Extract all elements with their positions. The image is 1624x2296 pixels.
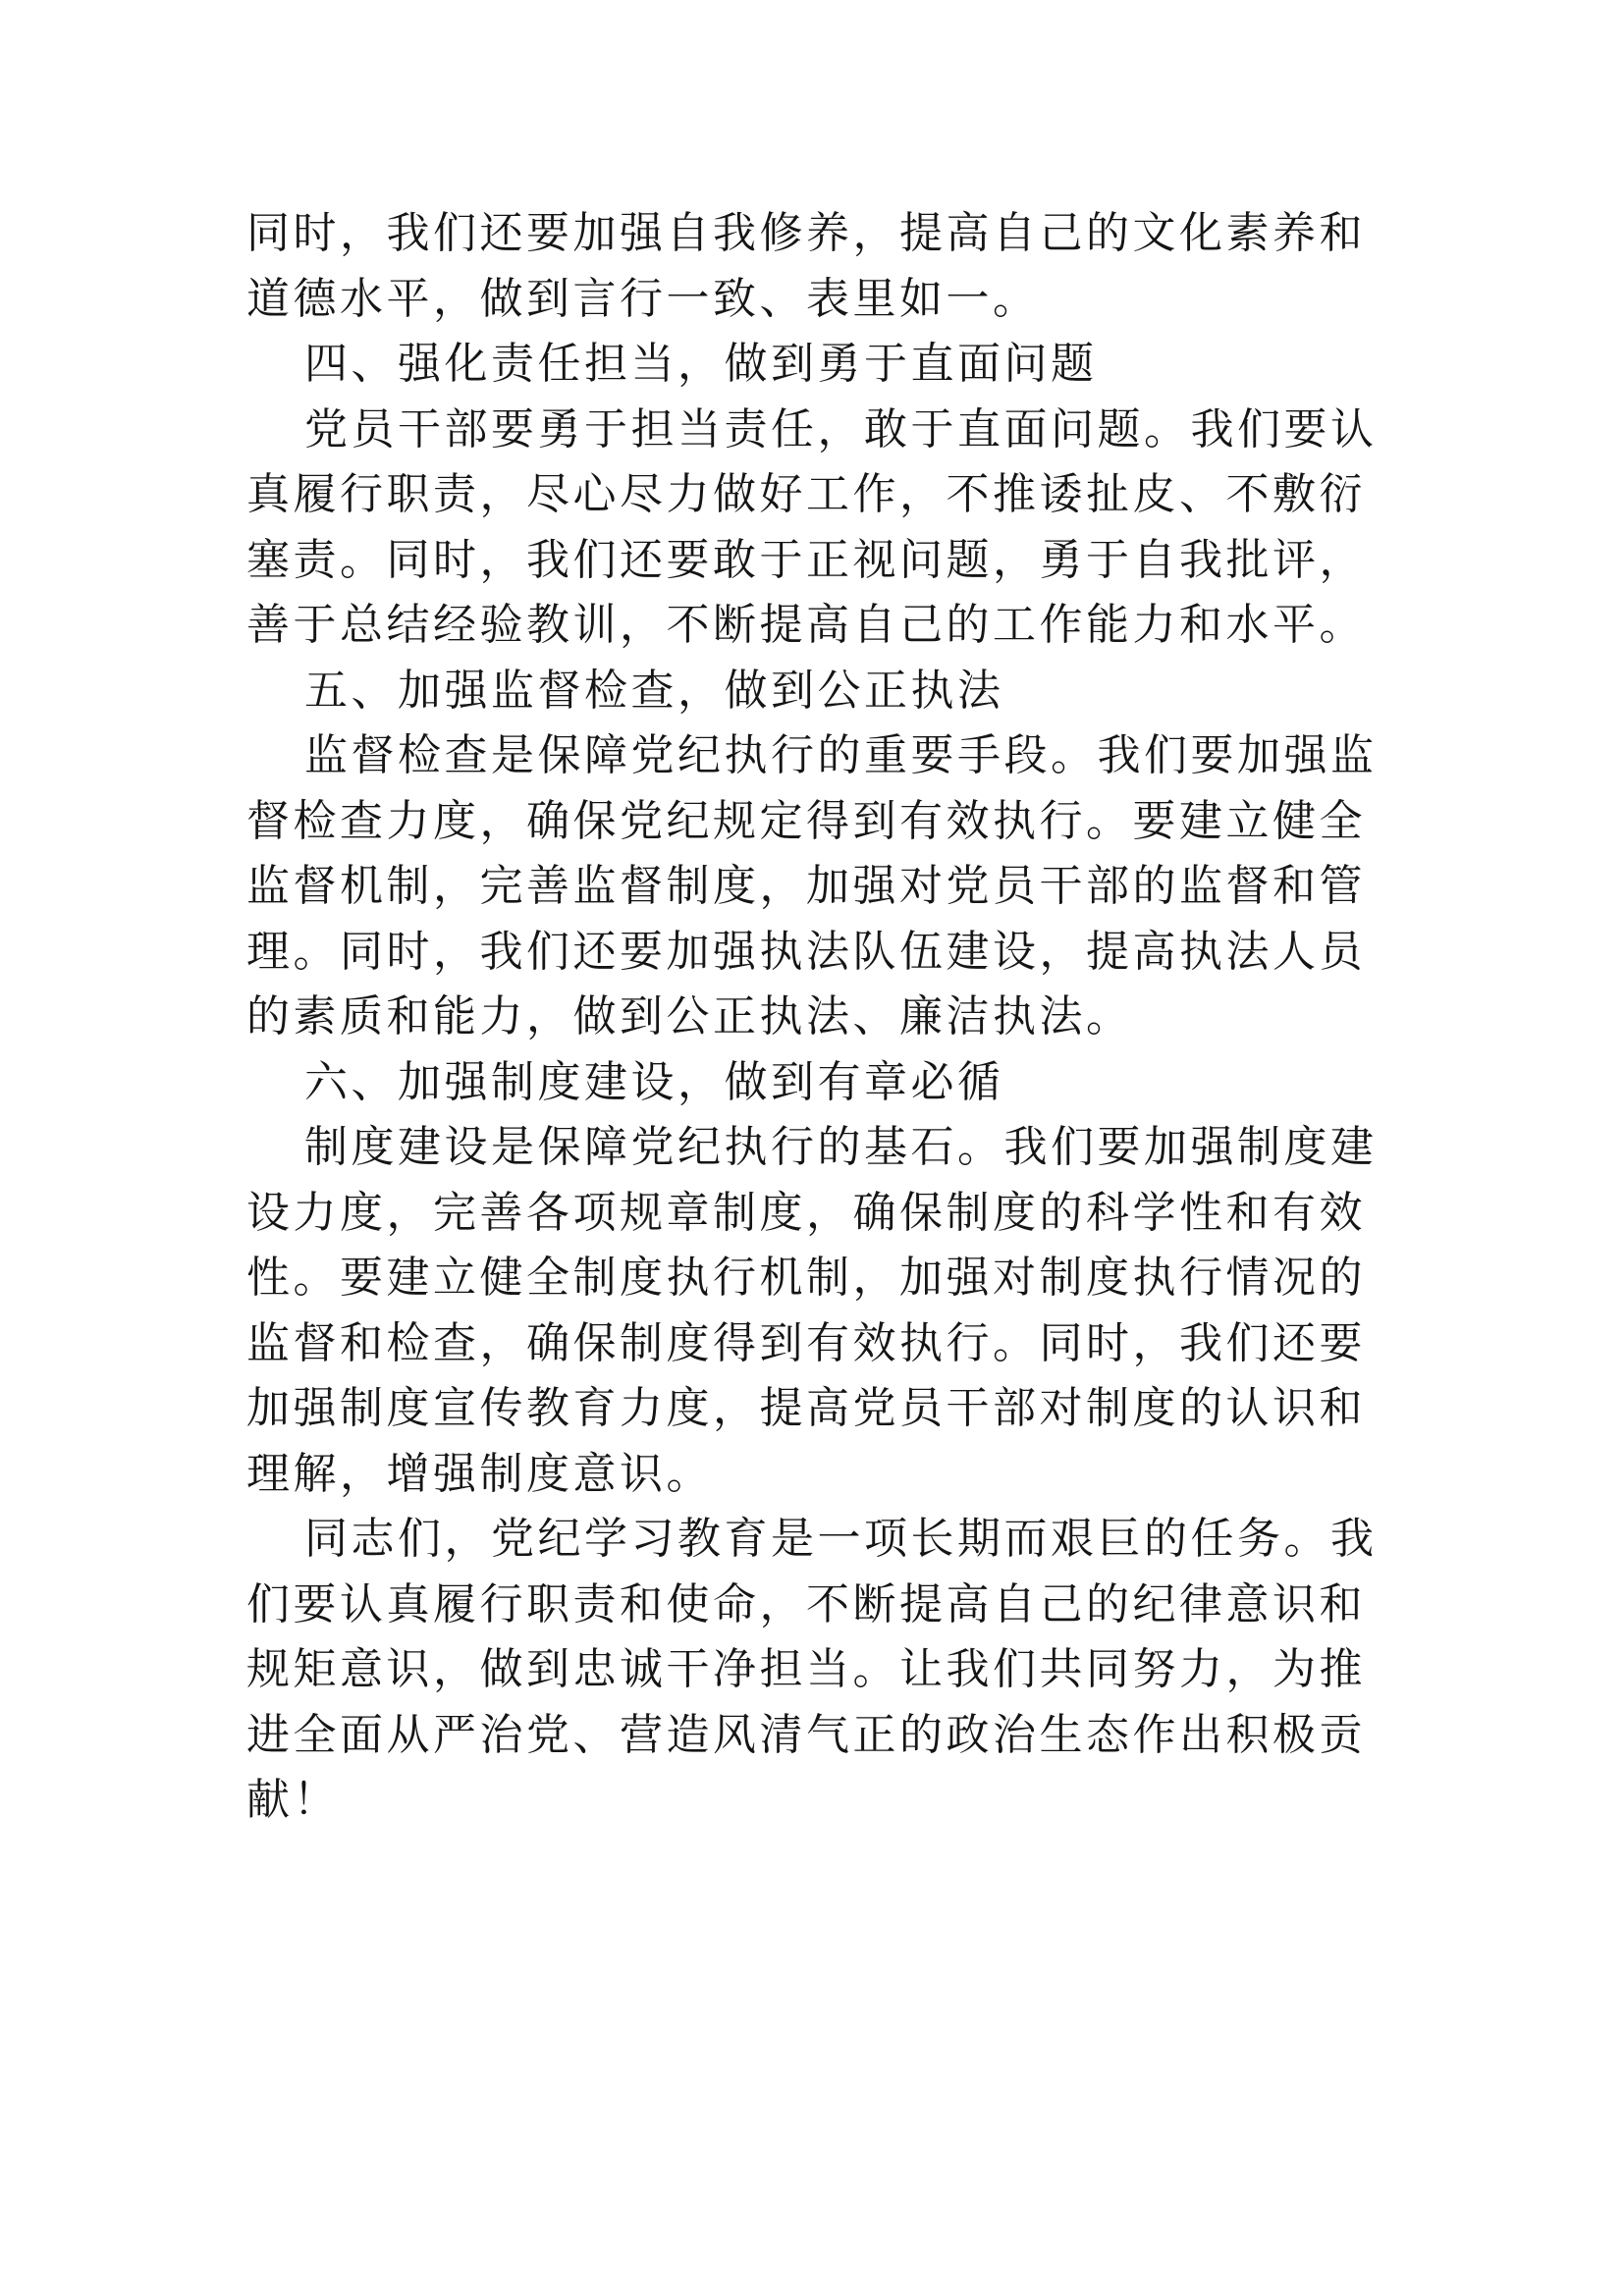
body-text-line: 的素质和能力，做到公正执法、廉洁执法。 — [246, 992, 1133, 1041]
body-text-line: 真履行职责，尽心尽力做好工作，不推诿扯皮、不敷衍 — [246, 470, 1366, 518]
body-paragraph — [246, 398, 1385, 659]
body-paragraph — [246, 1507, 1385, 1834]
body-text-line: 督检查力度，确保党纪规定得到有效执行。要建立健全 — [246, 796, 1366, 845]
body-text-line: 监督检查是保障党纪执行的重要手段。我们要加强监 — [304, 731, 1378, 779]
body-text-line: 献！ — [246, 1776, 340, 1824]
body-text-line: 设力度，完善各项规章制度，确保制度的科学性和有效 — [246, 1188, 1366, 1237]
section-heading — [246, 659, 1385, 724]
body-text-line: 加强制度宣传教育力度，提高党员干部对制度的认识和 — [246, 1384, 1366, 1432]
body-text-line: 们要认真履行职责和使命，不断提高自己的纪律意识和 — [246, 1579, 1366, 1629]
body-text-line: 监督和检查，确保制度得到有效执行。同时，我们还要 — [246, 1318, 1366, 1367]
body-text-line: 塞责。同时，我们还要敢于正视问题，勇于自我批评， — [246, 535, 1366, 584]
section-heading-line: 五、加强监督检查，做到公正执法 — [304, 666, 1004, 715]
body-text-line: 监督机制，完善监督制度，加强对党员干部的监督和管 — [246, 862, 1366, 910]
body-text-line: 性。要建立健全制度执行机制，加强对制度执行情况的 — [246, 1254, 1366, 1302]
section-heading — [246, 1050, 1385, 1116]
document-text-block — [246, 201, 1385, 1834]
body-text-line: 规矩意识，做到忠诚干净担当。让我们共同努力，为推 — [246, 1645, 1366, 1693]
body-paragraph — [246, 201, 1385, 332]
body-paragraph — [246, 1115, 1385, 1507]
body-text-line: 进全面从严治党、营造风清气正的政治生态作出积极贡 — [246, 1710, 1366, 1759]
body-text-line: 同时，我们还要加强自我修养，提高自己的文化素养和 — [246, 209, 1366, 257]
body-paragraph — [246, 723, 1385, 1050]
body-text-line: 制度建设是保障党纪执行的基石。我们要加强制度建 — [304, 1123, 1378, 1171]
body-text-line: 道德水平，做到言行一致、表里如一。 — [246, 274, 1040, 323]
body-text-line: 善于总结经验教训，不断提高自己的工作能力和水平。 — [246, 601, 1366, 649]
body-text-line: 理。同时，我们还要加强执法队伍建设，提高执法人员 — [246, 927, 1366, 976]
section-heading-line: 六、加强制度建设，做到有章必循 — [304, 1057, 1004, 1106]
body-text-line: 理解，增强制度意识。 — [246, 1449, 713, 1498]
section-heading-line: 四、强化责任担当，做到勇于直面问题 — [304, 340, 1098, 388]
body-text-line: 党员干部要勇于担当责任，敢于直面问题。我们要认 — [304, 404, 1378, 454]
section-heading — [246, 332, 1385, 398]
body-text-line: 同志们，党纪学习教育是一项长期而艰巨的任务。我 — [304, 1515, 1378, 1563]
